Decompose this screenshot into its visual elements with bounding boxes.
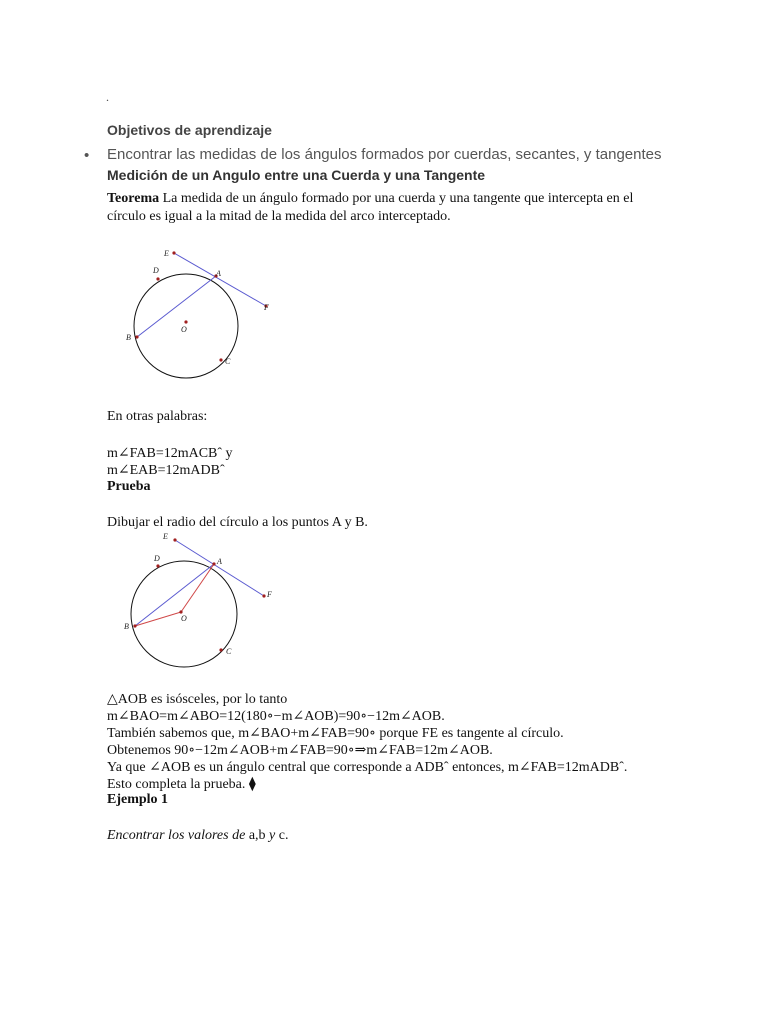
figure2-label-E: E — [163, 532, 168, 541]
figure2-label-F: F — [267, 590, 272, 599]
figure2-point-A — [212, 562, 215, 565]
theorem-paragraph — [107, 190, 647, 226]
example-prompt-italic: Encontrar los valores de — [107, 828, 246, 843]
top-dot: . — [106, 90, 109, 104]
equation-1: m∠FAB=12mACBˆ y — [107, 446, 233, 461]
figure2-radius-BO — [135, 612, 181, 626]
figure1-chord-BA — [137, 276, 216, 337]
proof-line-1: △AOB es isósceles, por lo tanto — [107, 692, 288, 707]
proof-line-3: También sabemos que, m∠BAO+m∠FAB=90∘ porque FE es tangente al círculo. — [107, 726, 564, 741]
example-heading: Ejemplo 1 — [107, 792, 169, 807]
example-prompt — [107, 828, 288, 844]
figure1-point-O — [184, 320, 187, 323]
section-heading: Medición de un Angulo entre una Cuerda y una Tangente — [107, 167, 486, 183]
figure1-point-E — [172, 251, 175, 254]
figure2-label-C: C — [226, 647, 232, 656]
proof-line-5: Ya que ∠AOB es un ángulo central que corresponde a ADBˆ entonces, m∠FAB=12mADBˆ. — [107, 760, 628, 775]
example-y: y — [269, 828, 276, 843]
figure2-label-B: B — [124, 622, 129, 631]
bullet-marker: • — [84, 147, 90, 164]
proof-line-2: m∠BAO=m∠ABO=12(180∘−m∠AOB)=90∘−12m∠AOB. — [107, 709, 445, 724]
in-other-words: En otras palabras: — [107, 409, 208, 424]
figure2-point-E — [173, 538, 176, 541]
figure1-point-D — [156, 277, 159, 280]
equation-2: m∠EAB=12mADBˆ — [107, 463, 225, 478]
figure2-point-F — [262, 594, 265, 597]
theorem-label: Teorema — [107, 191, 160, 206]
figure1-label-D: D — [153, 266, 159, 275]
example-vars-ab: a,b — [245, 828, 270, 843]
proof-heading: Prueba — [107, 479, 151, 494]
figure2-tangent-EF — [175, 540, 264, 596]
draw-radius-text: Dibujar el radio del círculo a los puntos A y B. — [107, 515, 368, 530]
figure2-label-O: O — [181, 614, 187, 623]
figure1-point-C — [219, 358, 222, 361]
figure1-point-B — [135, 335, 138, 338]
example-c: c. — [275, 828, 289, 843]
figure1-label-A: A — [216, 269, 221, 278]
theorem-text: La medida de un ángulo formado por una cuerda y una tangente que intercepta en el círculo es igual a la mitad de la medida del arco interceptado. — [107, 191, 634, 224]
objective-item: Encontrar las medidas de los ángulos formados por cuerdas, secantes, y tangentes — [107, 146, 662, 163]
proof-end: Esto completa la prueba. ⧫ — [107, 777, 256, 792]
figure2-point-B — [133, 624, 136, 627]
figure2-label-D: D — [154, 554, 160, 563]
figure2-radius-AO — [181, 564, 214, 612]
figure2-point-C — [219, 648, 222, 651]
figure1-label-F: F — [264, 303, 269, 312]
figure2-label-A: A — [217, 557, 222, 566]
figure1-label-E: E — [164, 249, 169, 258]
figure2-point-D — [156, 564, 159, 567]
objectives-heading: Objetivos de aprendizaje — [107, 122, 272, 138]
proof-line-4: Obtenemos 90∘−12m∠AOB+m∠FAB=90∘⇒m∠FAB=12m∠AOB. — [107, 743, 493, 758]
circle-figure-2 — [120, 528, 280, 673]
circle-figure-1 — [120, 240, 280, 380]
figure1-label-B: B — [126, 333, 131, 342]
figure1-label-C: C — [225, 357, 231, 366]
figure1-label-O: O — [181, 325, 187, 334]
figure2-chord-BA — [135, 564, 214, 626]
